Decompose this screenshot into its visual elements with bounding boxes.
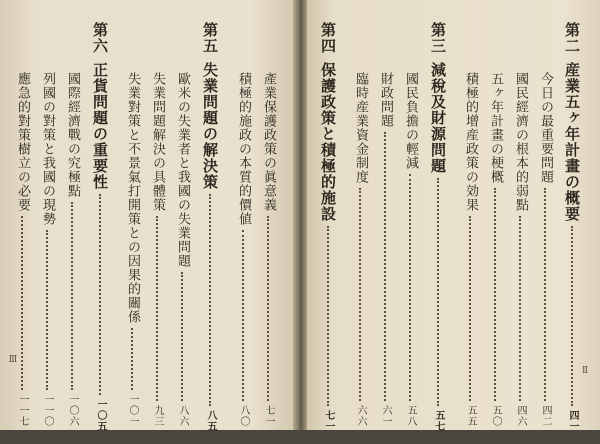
page-folio: Ⅱ xyxy=(580,366,590,376)
toc-item: 積極的增産政策の効果 五五 xyxy=(463,72,478,427)
chapter-heading: 第六 正貨問題の重要性 一〇五 xyxy=(91,22,109,432)
book-gutter xyxy=(293,0,307,444)
toc-item: 失業問題解決の具體策 九三 xyxy=(150,72,165,427)
toc-item: 財政問題 六一 xyxy=(378,72,393,427)
chapter-entry: 正貨問題の重要性 一〇五 xyxy=(91,62,109,432)
toc-item: 列國の對策と我國の現勢 一一〇 xyxy=(40,72,55,427)
chapter-heading: 第五 失業問題の解決策 八五 xyxy=(201,22,219,432)
chapter-heading: 第三 減稅及財源問題 五七 xyxy=(429,22,447,432)
right-page xyxy=(304,0,600,444)
chapter-entry: 産業五ヶ年計畫の概要 四一 xyxy=(563,62,581,432)
leader-dots xyxy=(571,226,573,406)
toc-item: 應急的對策樹立の必要 一一七 xyxy=(15,72,30,427)
toc-item: 臨時産業資金制度 六六 xyxy=(353,72,368,427)
toc-item: 積極的施政の本質的價値 八〇 xyxy=(236,72,251,427)
chapter-heading: 第四 保護政策と積極的施設 七一 xyxy=(319,22,337,432)
chapter-entry: 減稅及財源問題 五七 xyxy=(429,62,447,432)
toc-item: 國際經濟戰の究極點 一〇六 xyxy=(65,72,80,427)
toc-item: 歐米の失業者と我國の失業問題 八六 xyxy=(175,72,190,427)
toc-item: 國民經濟の根本的弱點 四六 xyxy=(513,72,528,427)
page-folio: Ⅲ xyxy=(8,355,18,365)
table-surface xyxy=(0,430,600,444)
toc-item: 國民負擔の輕減 五八 xyxy=(403,72,418,427)
chapter-heading: 第二 産業五ヶ年計畫の概要 四一 xyxy=(563,22,581,432)
toc-item: 五ヶ年計畫の梗概 五〇 xyxy=(488,72,503,427)
toc-item: 今日の最重要問題 四二 xyxy=(538,72,553,427)
toc-item: 失業對策と不景氣打開策との因果的關係 一〇一 xyxy=(125,72,140,427)
chapter-entry: 失業問題の解決策 八五 xyxy=(201,62,219,432)
toc-item: 產業保護政策の眞意義 七一 xyxy=(261,72,276,427)
chapter-entry: 保護政策と積極的施設 七一 xyxy=(319,62,337,432)
